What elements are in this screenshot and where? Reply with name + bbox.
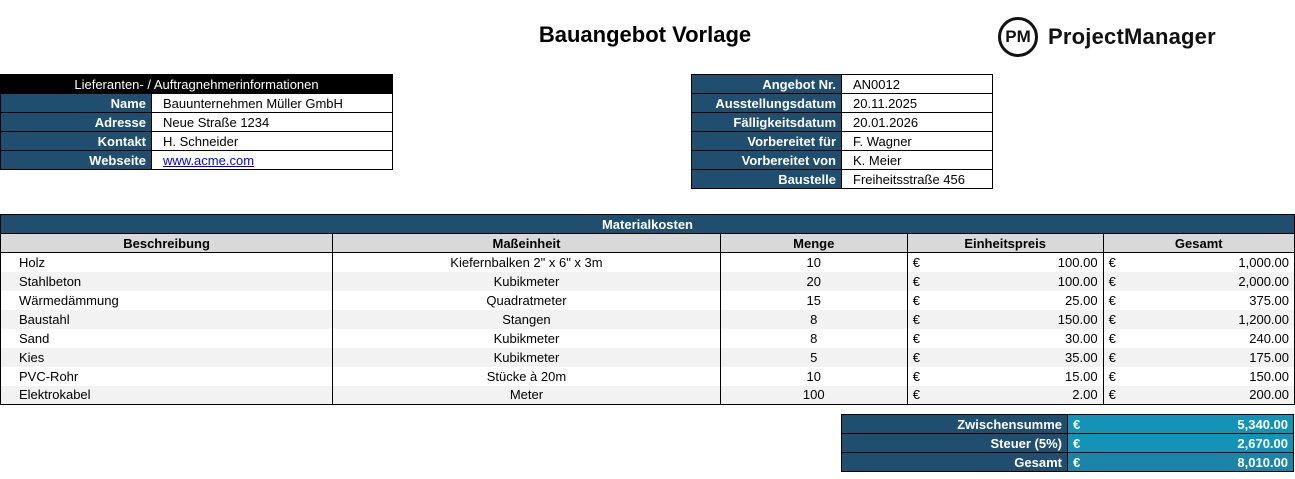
supplier-address-value[interactable]: Neue Straße 1234 — [152, 113, 393, 132]
cell-quantity[interactable]: 10 — [720, 253, 907, 272]
supplier-label: Name — [1, 94, 152, 113]
cell-quantity[interactable]: 15 — [720, 291, 907, 310]
supplier-contact-value[interactable]: H. Schneider — [152, 132, 393, 151]
currency-symbol: € — [1108, 387, 1116, 403]
supplier-info-table — [0, 74, 393, 170]
summary-table — [841, 414, 1294, 472]
cell-description[interactable]: Stahlbeton — [1, 272, 333, 291]
tax-amount: 2,670.00 — [1237, 435, 1288, 451]
due-date-value[interactable]: 20.01.2026 — [842, 113, 993, 132]
currency-symbol: € — [912, 273, 920, 289]
currency-symbol: € — [912, 254, 920, 270]
cell-unit-price[interactable] — [907, 272, 1103, 291]
prepared-for-value[interactable]: F. Wagner — [842, 132, 993, 151]
cell-line-total[interactable] — [1103, 348, 1294, 367]
tax-value — [1068, 434, 1294, 453]
cell-description[interactable]: PVC-Rohr — [1, 367, 333, 386]
logo-name: ProjectManager — [1048, 24, 1216, 49]
cell-description[interactable]: Sand — [1, 329, 333, 348]
cell-description[interactable]: Baustahl — [1, 310, 333, 329]
cell-unit-price[interactable] — [907, 348, 1103, 367]
cell-description[interactable]: Kies — [1, 348, 333, 367]
currency-symbol: € — [912, 292, 920, 308]
line-total-amount: 1,000.00 — [1238, 254, 1289, 270]
currency-symbol: € — [1073, 454, 1081, 470]
column-header: Gesamt — [1103, 234, 1294, 253]
cell-unit-price[interactable] — [907, 386, 1103, 405]
currency-symbol: € — [912, 368, 920, 384]
quote-label: Baustelle — [692, 170, 842, 189]
currency-symbol: € — [912, 311, 920, 327]
cell-quantity[interactable]: 8 — [720, 329, 907, 348]
line-total-amount: 2,000.00 — [1238, 273, 1289, 289]
table-row — [1, 291, 1295, 310]
cell-quantity[interactable]: 10 — [720, 367, 907, 386]
unit-price-amount: 100.00 — [1057, 254, 1098, 270]
unit-price-amount: 30.00 — [1065, 330, 1098, 346]
projectmanager-logo — [998, 14, 1216, 60]
cell-quantity[interactable]: 100 — [720, 386, 907, 405]
cell-description[interactable]: Holz — [1, 253, 333, 272]
supplier-website-cell[interactable] — [152, 151, 393, 170]
cell-unit-price[interactable] — [907, 291, 1103, 310]
cell-unit[interactable]: Kubikmeter — [333, 272, 721, 291]
line-total-amount: 375.00 — [1249, 292, 1289, 308]
unit-price-amount: 2.00 — [1072, 387, 1098, 403]
table-row — [1, 310, 1295, 329]
grand-total-amount: 8,010.00 — [1237, 454, 1288, 470]
page-title: Bauangebot Vorlage — [538, 22, 752, 47]
currency-symbol: € — [912, 349, 920, 365]
prepared-by-value[interactable]: K. Meier — [842, 151, 993, 170]
line-total-amount: 200.00 — [1249, 387, 1289, 403]
column-header: Maßeinheit — [333, 234, 721, 253]
cell-unit[interactable]: Stücke à 20m — [333, 367, 721, 386]
cell-unit[interactable]: Meter — [333, 386, 721, 405]
currency-symbol: € — [1108, 349, 1116, 365]
grand-total-label: Gesamt — [842, 453, 1068, 472]
cell-line-total[interactable] — [1103, 310, 1294, 329]
unit-price-amount: 35.00 — [1065, 349, 1098, 365]
line-total-amount: 240.00 — [1249, 330, 1289, 346]
unit-price-amount: 15.00 — [1065, 368, 1098, 384]
cell-unit[interactable]: Quadratmeter — [333, 291, 721, 310]
table-row — [1, 253, 1295, 272]
quote-label: Fälligkeitsdatum — [692, 113, 842, 132]
cell-description[interactable]: Wärmedämmung — [1, 291, 333, 310]
subtotal-amount: 5,340.00 — [1237, 416, 1288, 432]
unit-price-amount: 150.00 — [1057, 311, 1098, 327]
cell-quantity[interactable]: 20 — [720, 272, 907, 291]
table-row — [1, 272, 1295, 291]
cell-line-total[interactable] — [1103, 291, 1294, 310]
quote-label: Angebot Nr. — [692, 75, 842, 94]
cell-line-total[interactable] — [1103, 272, 1294, 291]
site-value[interactable]: Freiheitsstraße 456 — [842, 170, 993, 189]
currency-symbol: € — [1108, 273, 1116, 289]
quote-label: Ausstellungsdatum — [692, 94, 842, 113]
currency-symbol: € — [1073, 435, 1081, 451]
cell-unit[interactable]: Kubikmeter — [333, 329, 721, 348]
cell-unit-price[interactable] — [907, 310, 1103, 329]
table-row — [1, 386, 1295, 405]
cell-unit-price[interactable] — [907, 367, 1103, 386]
tax-label: Steuer (5%) — [842, 434, 1068, 453]
materials-table — [0, 214, 1295, 405]
supplier-name-value[interactable]: Bauunternehmen Müller GmbH — [152, 94, 393, 113]
table-row — [1, 367, 1295, 386]
cell-line-total[interactable] — [1103, 253, 1294, 272]
cell-quantity[interactable]: 5 — [720, 348, 907, 367]
unit-price-amount: 100.00 — [1057, 273, 1098, 289]
unit-price-amount: 25.00 — [1065, 292, 1098, 308]
table-row — [1, 329, 1295, 348]
currency-symbol: € — [912, 330, 920, 346]
supplier-label: Webseite — [1, 151, 152, 170]
currency-symbol: € — [1073, 416, 1081, 432]
materials-caption: Materialkosten — [1, 215, 1295, 234]
cell-unit[interactable]: Kiefernbalken 2" x 6" x 3m — [333, 253, 721, 272]
issue-date-value[interactable]: 20.11.2025 — [842, 94, 993, 113]
column-header: Beschreibung — [1, 234, 333, 253]
cell-line-total[interactable] — [1103, 367, 1294, 386]
currency-symbol: € — [1108, 292, 1116, 308]
cell-quantity[interactable]: 8 — [720, 310, 907, 329]
quote-label: Vorbereitet für — [692, 132, 842, 151]
website-link[interactable]: www.acme.com — [163, 152, 255, 168]
currency-symbol: € — [1108, 254, 1116, 270]
cell-unit-price[interactable] — [907, 253, 1103, 272]
quote-info-table — [691, 74, 993, 189]
supplier-label: Adresse — [1, 113, 152, 132]
currency-symbol: € — [1108, 368, 1116, 384]
currency-symbol: € — [1108, 330, 1116, 346]
supplier-heading: Lieferanten- / Auftragnehmerinformationen — [1, 75, 393, 94]
pm-logo-icon: PM — [998, 17, 1038, 57]
cell-unit[interactable]: Kubikmeter — [333, 348, 721, 367]
currency-symbol: € — [1108, 311, 1116, 327]
grand-total-value — [1068, 453, 1294, 472]
cell-description[interactable]: Elektrokabel — [1, 386, 333, 405]
subtotal-value — [1068, 415, 1294, 434]
currency-symbol: € — [912, 387, 920, 403]
cell-line-total[interactable] — [1103, 386, 1294, 405]
column-header: Einheitspreis — [907, 234, 1103, 253]
cell-unit[interactable]: Stangen — [333, 310, 721, 329]
subtotal-label: Zwischensumme — [842, 415, 1068, 434]
cell-line-total[interactable] — [1103, 329, 1294, 348]
column-header: Menge — [720, 234, 907, 253]
table-row — [1, 348, 1295, 367]
line-total-amount: 1,200.00 — [1238, 311, 1289, 327]
line-total-amount: 150.00 — [1249, 368, 1289, 384]
supplier-label: Kontakt — [1, 132, 152, 151]
line-total-amount: 175.00 — [1249, 349, 1289, 365]
quote-number-value[interactable]: AN0012 — [842, 75, 993, 94]
quote-label: Vorbereitet von — [692, 151, 842, 170]
cell-unit-price[interactable] — [907, 329, 1103, 348]
